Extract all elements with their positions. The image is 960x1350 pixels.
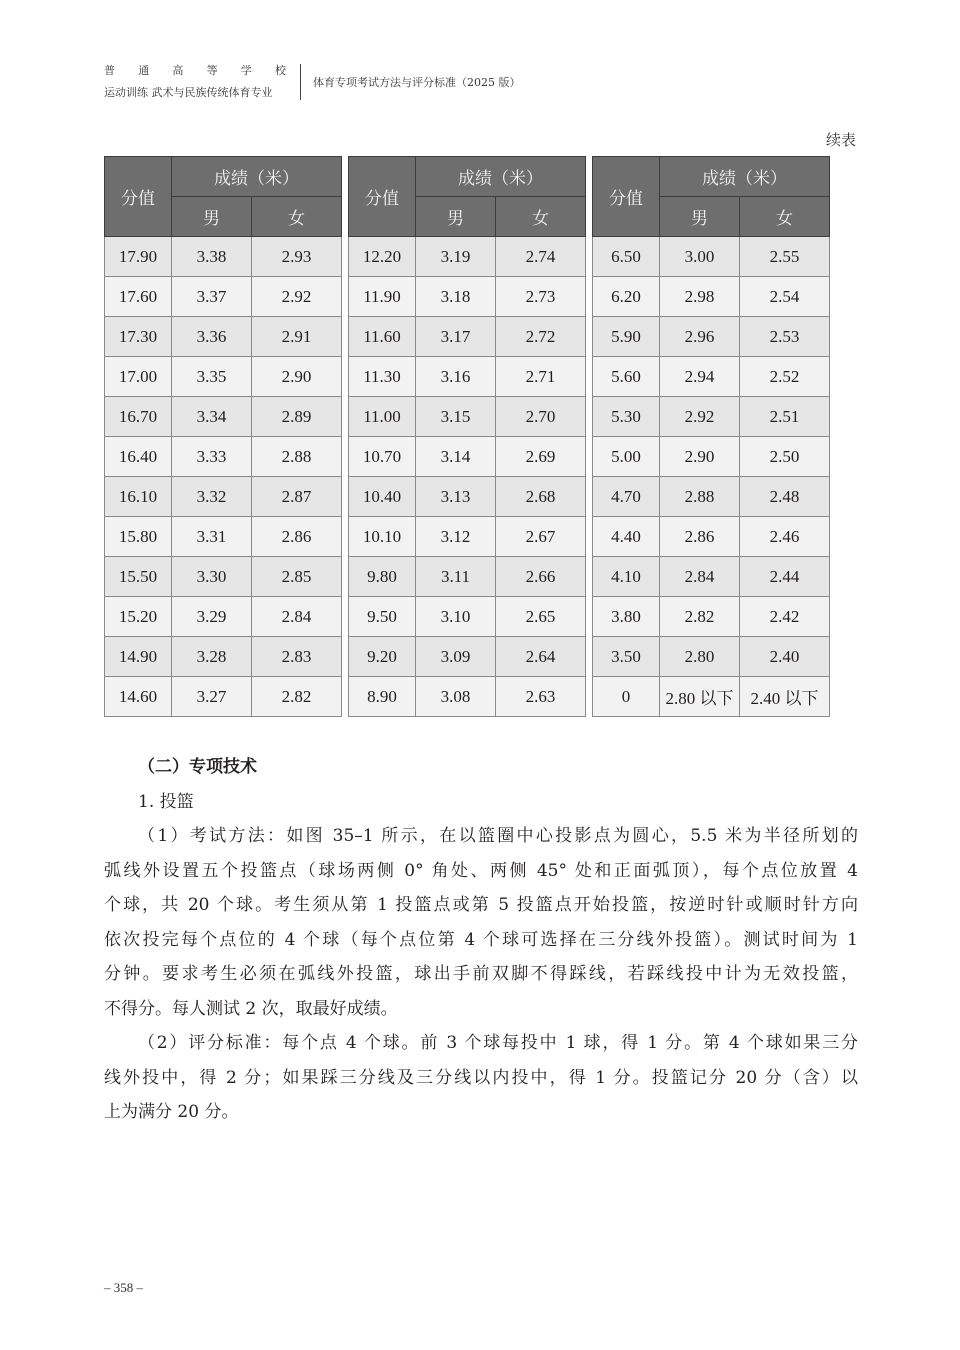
scoring-paragraph xyxy=(104,1026,858,1130)
table-body xyxy=(593,237,830,717)
female-result-cell: 2.73 xyxy=(496,277,586,317)
female-result-cell: 2.93 xyxy=(252,237,342,277)
running-head xyxy=(104,64,521,100)
female-result-cell: 2.88 xyxy=(252,437,342,477)
school-char: 通 xyxy=(138,64,150,77)
score-cell: 11.00 xyxy=(349,397,416,437)
table-row xyxy=(349,317,586,357)
score-table-block-1 xyxy=(104,156,342,717)
male-result-cell: 3.14 xyxy=(416,437,496,477)
score-cell: 9.20 xyxy=(349,637,416,677)
table-row xyxy=(105,317,342,357)
male-result-cell: 3.36 xyxy=(172,317,252,357)
female-result-cell: 2.52 xyxy=(740,357,830,397)
score-cell: 11.30 xyxy=(349,357,416,397)
table-row xyxy=(593,557,830,597)
male-result-cell: 3.12 xyxy=(416,517,496,557)
score-header: 分值 xyxy=(349,157,416,237)
score-header: 分值 xyxy=(593,157,660,237)
table-row xyxy=(349,477,586,517)
male-result-cell: 3.19 xyxy=(416,237,496,277)
school-type xyxy=(104,64,286,78)
male-result-cell: 3.28 xyxy=(172,637,252,677)
male-result-cell: 3.10 xyxy=(416,597,496,637)
book-title: 体育专项考试方法与评分标准（2025 版） xyxy=(313,76,521,89)
score-cell: 16.70 xyxy=(105,397,172,437)
header-divider xyxy=(300,64,301,100)
paragraph-line: 个球，共 20 个球。考生须从第 1 投篮点或第 5 投篮点开始投篮，按逆时针或顺时针方向 xyxy=(104,895,858,915)
female-result-cell: 2.55 xyxy=(740,237,830,277)
score-cell: 17.60 xyxy=(105,277,172,317)
male-result-cell: 3.18 xyxy=(416,277,496,317)
table-row xyxy=(593,677,830,717)
table-row xyxy=(593,477,830,517)
male-result-cell: 3.37 xyxy=(172,277,252,317)
female-result-cell: 2.51 xyxy=(740,397,830,437)
score-cell: 17.00 xyxy=(105,357,172,397)
continued-table-label: 续表 xyxy=(825,131,856,149)
page-number: – 358 – xyxy=(104,1280,143,1295)
male-result-cell: 2.98 xyxy=(660,277,740,317)
female-result-cell: 2.87 xyxy=(252,477,342,517)
female-result-cell: 2.64 xyxy=(496,637,586,677)
female-result-cell: 2.72 xyxy=(496,317,586,357)
female-result-cell: 2.46 xyxy=(740,517,830,557)
male-result-cell: 3.32 xyxy=(172,477,252,517)
score-cell: 15.20 xyxy=(105,597,172,637)
female-result-cell: 2.74 xyxy=(496,237,586,277)
score-cell: 4.40 xyxy=(593,517,660,557)
score-cell: 4.70 xyxy=(593,477,660,517)
table-row xyxy=(593,597,830,637)
score-cell: 3.50 xyxy=(593,637,660,677)
table-body xyxy=(105,237,342,717)
table-row xyxy=(349,557,586,597)
male-result-cell: 3.11 xyxy=(416,557,496,597)
score-cell: 11.90 xyxy=(349,277,416,317)
school-char: 高 xyxy=(172,64,184,77)
table-row xyxy=(349,517,586,557)
male-result-cell: 2.88 xyxy=(660,477,740,517)
table-row xyxy=(349,637,586,677)
table-row xyxy=(105,357,342,397)
score-cell: 5.60 xyxy=(593,357,660,397)
male-result-cell: 3.38 xyxy=(172,237,252,277)
table-row xyxy=(349,277,586,317)
female-result-cell: 2.50 xyxy=(740,437,830,477)
male-result-cell: 3.08 xyxy=(416,677,496,717)
female-result-cell: 2.69 xyxy=(496,437,586,477)
school-char: 等 xyxy=(206,64,218,77)
male-header: 男 xyxy=(416,197,496,237)
male-result-cell: 2.80 xyxy=(660,637,740,677)
female-result-cell: 2.63 xyxy=(496,677,586,717)
table-row xyxy=(349,237,586,277)
score-cell: 17.90 xyxy=(105,237,172,277)
female-result-cell: 2.67 xyxy=(496,517,586,557)
female-result-cell: 2.66 xyxy=(496,557,586,597)
method-paragraph xyxy=(104,819,858,1026)
score-cell: 0 xyxy=(593,677,660,717)
score-cell: 8.90 xyxy=(349,677,416,717)
score-cell: 5.30 xyxy=(593,397,660,437)
score-cell: 6.20 xyxy=(593,277,660,317)
female-result-cell: 2.65 xyxy=(496,597,586,637)
school-char: 校 xyxy=(274,64,286,77)
female-result-cell: 2.92 xyxy=(252,277,342,317)
table-row xyxy=(593,637,830,677)
result-header: 成绩（米） xyxy=(172,157,342,197)
paragraph-line: 线外投中，得 2 分；如果踩三分线及三分线以内投中，得 1 分。投篮记分 20 分（含）以 xyxy=(104,1067,858,1088)
male-result-cell: 3.31 xyxy=(172,517,252,557)
female-result-cell: 2.48 xyxy=(740,477,830,517)
score-cell: 15.50 xyxy=(105,557,172,597)
score-table-block-3 xyxy=(592,156,830,717)
female-result-cell: 2.91 xyxy=(252,317,342,357)
male-result-cell: 3.33 xyxy=(172,437,252,477)
female-result-cell: 2.68 xyxy=(496,477,586,517)
score-cell: 14.60 xyxy=(105,677,172,717)
female-result-cell: 2.44 xyxy=(740,557,830,597)
male-result-cell: 2.86 xyxy=(660,517,740,557)
table-row xyxy=(349,397,586,437)
table-row xyxy=(105,637,342,677)
male-result-cell: 2.82 xyxy=(660,597,740,637)
paragraph-line: 上为满分 20 分。 xyxy=(104,1102,239,1122)
table-body xyxy=(349,237,586,717)
score-cell: 3.80 xyxy=(593,597,660,637)
program-name: 运动训练 武术与民族传统体育专业 xyxy=(104,86,273,99)
female-result-cell: 2.82 xyxy=(252,677,342,717)
male-result-cell: 3.15 xyxy=(416,397,496,437)
score-cell: 6.50 xyxy=(593,237,660,277)
score-cell: 10.10 xyxy=(349,517,416,557)
female-result-cell: 2.84 xyxy=(252,597,342,637)
table-row xyxy=(349,437,586,477)
school-char: 学 xyxy=(240,64,252,77)
table-row xyxy=(105,557,342,597)
paragraph-line: （2）评分标准：每个点 4 个球。前 3 个球每投中 1 球，得 1 分。第 4 个球如果三分 xyxy=(138,1033,858,1053)
paragraph-line: 弧线外设置五个投篮点（球场两侧 0° 角处、两侧 45° 处和正面弧顶），每个点位放置 4 xyxy=(104,860,858,881)
paragraph-line: （1）考试方法：如图 35–1 所示，在以篮圈中心投影点为圆心，5.5 米为半径所划的 xyxy=(138,826,858,846)
male-result-cell: 3.00 xyxy=(660,237,740,277)
score-cell: 5.00 xyxy=(593,437,660,477)
score-cell: 5.90 xyxy=(593,317,660,357)
table-row xyxy=(349,357,586,397)
paragraph-line: 不得分。每人测试 2 次，取最好成绩。 xyxy=(104,998,398,1019)
table-row xyxy=(105,677,342,717)
male-result-cell: 2.96 xyxy=(660,317,740,357)
male-result-cell: 3.27 xyxy=(172,677,252,717)
female-header: 女 xyxy=(740,197,830,237)
score-cell: 12.20 xyxy=(349,237,416,277)
table-row xyxy=(593,357,830,397)
female-result-cell: 2.40 以下 xyxy=(740,677,830,717)
female-result-cell: 2.54 xyxy=(740,277,830,317)
section-body xyxy=(104,750,858,1130)
female-header: 女 xyxy=(252,197,342,237)
male-result-cell: 3.29 xyxy=(172,597,252,637)
male-result-cell: 2.84 xyxy=(660,557,740,597)
table-row xyxy=(593,437,830,477)
table-row xyxy=(105,437,342,477)
table-row xyxy=(593,397,830,437)
score-table-block-2 xyxy=(348,156,586,717)
female-result-cell: 2.42 xyxy=(740,597,830,637)
male-result-cell: 3.09 xyxy=(416,637,496,677)
score-header: 分值 xyxy=(105,157,172,237)
male-header: 男 xyxy=(172,197,252,237)
running-head-left xyxy=(104,64,286,100)
score-tables xyxy=(104,156,830,717)
score-cell: 9.50 xyxy=(349,597,416,637)
paragraph-line: 分钟。要求考生必须在弧线外投篮，球出手前双脚不得踩线，若踩线投中计为无效投篮， xyxy=(104,964,858,984)
result-header: 成绩（米） xyxy=(660,157,830,197)
table-row xyxy=(593,517,830,557)
score-cell: 14.90 xyxy=(105,637,172,677)
male-result-cell: 2.94 xyxy=(660,357,740,397)
table-row xyxy=(593,237,830,277)
table-row xyxy=(593,317,830,357)
table-row xyxy=(105,597,342,637)
female-result-cell: 2.71 xyxy=(496,357,586,397)
female-result-cell: 2.70 xyxy=(496,397,586,437)
score-cell: 10.40 xyxy=(349,477,416,517)
female-header: 女 xyxy=(496,197,586,237)
male-result-cell: 2.80 以下 xyxy=(660,677,740,717)
female-result-cell: 2.86 xyxy=(252,517,342,557)
table-row xyxy=(105,237,342,277)
male-result-cell: 3.30 xyxy=(172,557,252,597)
table-row xyxy=(349,677,586,717)
table-row xyxy=(593,277,830,317)
table-row xyxy=(349,597,586,637)
score-cell: 16.10 xyxy=(105,477,172,517)
score-cell: 10.70 xyxy=(349,437,416,477)
female-result-cell: 2.53 xyxy=(740,317,830,357)
male-result-cell: 2.90 xyxy=(660,437,740,477)
male-result-cell: 3.17 xyxy=(416,317,496,357)
female-result-cell: 2.40 xyxy=(740,637,830,677)
score-cell: 9.80 xyxy=(349,557,416,597)
score-cell: 11.60 xyxy=(349,317,416,357)
table-row xyxy=(105,397,342,437)
male-result-cell: 3.35 xyxy=(172,357,252,397)
table-row xyxy=(105,477,342,517)
male-header: 男 xyxy=(660,197,740,237)
table-row xyxy=(105,277,342,317)
sub-heading: 1. 投篮 xyxy=(138,791,194,812)
male-result-cell: 3.13 xyxy=(416,477,496,517)
female-result-cell: 2.85 xyxy=(252,557,342,597)
result-header: 成绩（米） xyxy=(416,157,586,197)
male-result-cell: 3.34 xyxy=(172,397,252,437)
score-cell: 17.30 xyxy=(105,317,172,357)
school-char: 普 xyxy=(104,64,115,77)
female-result-cell: 2.83 xyxy=(252,637,342,677)
female-result-cell: 2.89 xyxy=(252,397,342,437)
paragraph-line: 依次投完每个点位的 4 个球（每个点位第 4 个球可选择在三分线外投篮）。测试时间为 1 xyxy=(104,929,858,950)
male-result-cell: 2.92 xyxy=(660,397,740,437)
section-heading: （二）专项技术 xyxy=(138,757,257,777)
score-cell: 4.10 xyxy=(593,557,660,597)
male-result-cell: 3.16 xyxy=(416,357,496,397)
table-row xyxy=(105,517,342,557)
female-result-cell: 2.90 xyxy=(252,357,342,397)
score-cell: 15.80 xyxy=(105,517,172,557)
score-cell: 16.40 xyxy=(105,437,172,477)
